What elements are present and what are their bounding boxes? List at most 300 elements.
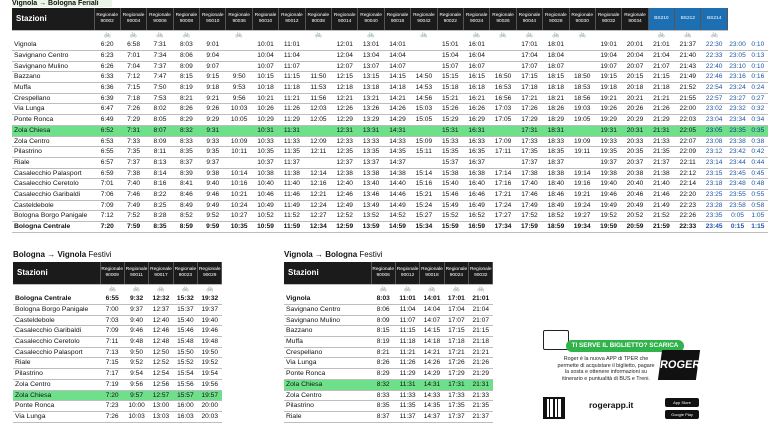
- train-column-header: [173, 262, 197, 284]
- station-name: Zola Centro: [284, 390, 371, 401]
- departure-time: 21:04: [469, 304, 493, 315]
- departure-time: 19:24: [569, 200, 595, 211]
- departure-time: 23:05: [701, 125, 727, 136]
- train-column-header: [384, 8, 410, 30]
- station-name: Casteldebole: [12, 200, 94, 211]
- departure-time: 16:00: [173, 401, 197, 412]
- departure-time: 10:21: [226, 190, 252, 201]
- departure-time: 14:01: [384, 40, 410, 50]
- departure-time: 22:30: [701, 40, 727, 50]
- departure-time: 0:15: [727, 222, 747, 233]
- train-type: Regionale: [597, 13, 620, 19]
- departure-time: 20:15: [622, 72, 648, 83]
- departure-time: 7:34: [147, 50, 173, 61]
- departure-time: 12:40: [149, 315, 173, 326]
- departure-time: 8:05: [147, 115, 173, 126]
- departure-time: 7:01: [120, 50, 146, 61]
- departure-time: 17:59: [516, 222, 542, 233]
- departure-time: 21:43: [675, 61, 701, 72]
- departure-time: 23:24: [727, 83, 747, 94]
- departure-time: 1:05: [748, 211, 768, 222]
- departure-time: 16:31: [463, 125, 489, 136]
- departure-time: 12:04: [332, 50, 358, 61]
- google-play-badge[interactable]: Google Play: [665, 410, 699, 419]
- train-column-header: [147, 8, 173, 30]
- departure-time: 14:50: [411, 72, 437, 83]
- train-column-header: [411, 8, 437, 30]
- departure-time: 17:33: [516, 136, 542, 147]
- departure-time: 11:29: [279, 115, 305, 126]
- departure-time: 9:38: [200, 168, 226, 179]
- departure-time: 12:54: [149, 369, 173, 380]
- train-column-header: [701, 8, 727, 30]
- departure-time: 11:50: [305, 72, 331, 83]
- departure-time: 10:09: [226, 136, 252, 147]
- train-column-header: [100, 262, 124, 284]
- departure-time: 11:46: [279, 190, 305, 201]
- departure-time: 14:49: [384, 200, 410, 211]
- departure-time: 18:04: [543, 50, 569, 61]
- station-name: Pilastrino: [12, 147, 94, 158]
- bike-icon: 🚲: [499, 31, 507, 38]
- departure-time: 9:26: [200, 104, 226, 115]
- departure-time: 21:49: [675, 72, 701, 83]
- departure-time: 14:40: [384, 179, 410, 190]
- app-store-badge[interactable]: App Store: [665, 398, 699, 407]
- departure-time: 15:54: [173, 369, 197, 380]
- table-row: [12, 61, 768, 72]
- bike-icon: 🚲: [684, 31, 692, 38]
- departure-time: [490, 40, 516, 50]
- departure-time: 7:40: [120, 179, 146, 190]
- departure-time: 14:35: [384, 147, 410, 158]
- train-type: Regionale: [101, 267, 123, 273]
- departure-time: 15:26: [437, 104, 463, 115]
- departure-time: 23:18: [701, 179, 727, 190]
- departure-time: 21:35: [469, 401, 493, 412]
- departure-time: 8:26: [371, 358, 395, 369]
- departure-time: 17:07: [516, 61, 542, 72]
- station-name: Bologna Centrale: [13, 294, 100, 304]
- departure-time: 15:18: [437, 83, 463, 94]
- departure-time: 15:11: [411, 147, 437, 158]
- station-name: Ponte Ronca: [12, 115, 94, 126]
- departure-time: 19:21: [569, 190, 595, 201]
- station-name: Riale: [13, 358, 100, 369]
- departure-time: 9:52: [124, 358, 148, 369]
- train-type: Regionale: [439, 13, 462, 19]
- table-row: [12, 50, 768, 61]
- table-row: [284, 379, 493, 390]
- train-column-header: [226, 8, 252, 30]
- departure-time: 7:37: [147, 61, 173, 72]
- departure-time: 8:49: [173, 200, 199, 211]
- departure-time: 8:28: [147, 211, 173, 222]
- train-type: Regionale: [201, 13, 224, 19]
- departure-time: 8:32: [173, 125, 199, 136]
- train-column-header: [648, 8, 674, 30]
- departure-time: 20:38: [622, 168, 648, 179]
- table-row: [13, 347, 222, 358]
- departure-time: 12:40: [332, 179, 358, 190]
- departure-time: 16:26: [463, 104, 489, 115]
- departure-time: 15:46: [437, 190, 463, 201]
- departure-time: 0:45: [748, 168, 768, 179]
- departure-time: 15:16: [411, 179, 437, 190]
- departure-time: 8:15: [173, 72, 199, 83]
- departure-time: 23:16: [727, 72, 747, 83]
- departure-time: 8:21: [371, 347, 395, 358]
- departure-time: 21:31: [469, 379, 493, 390]
- departure-time: 13:07: [358, 61, 384, 72]
- train-column-header: [395, 262, 419, 284]
- train-column-header: [543, 8, 569, 30]
- table-row: [13, 337, 222, 348]
- station-name: Bologna Borgo Panigale: [13, 304, 100, 315]
- departure-time: 23:00: [727, 40, 747, 50]
- train-type: Regionale: [386, 13, 409, 19]
- table-row: [12, 136, 768, 147]
- departure-time: 11:26: [279, 104, 305, 115]
- departure-time: [490, 61, 516, 72]
- departure-time: 9:37: [124, 304, 148, 315]
- bike-icon: [384, 30, 410, 40]
- departure-time: 23:25: [701, 190, 727, 201]
- departure-time: 12:52: [149, 358, 173, 369]
- departure-time: 20:21: [622, 93, 648, 104]
- departure-time: 14:35: [420, 401, 444, 412]
- departure-time: 19:03: [569, 104, 595, 115]
- departure-time: 19:59: [595, 222, 621, 233]
- train-column-header: [149, 262, 173, 284]
- promo-headline: TI SERVE IL BIGLIETTO? SCARICA: [566, 340, 684, 352]
- departure-time: 12:27: [305, 211, 331, 222]
- departure-time: 23:32: [727, 104, 747, 115]
- departure-time: 21:38: [648, 168, 674, 179]
- table-row: [12, 168, 768, 179]
- departure-time: 19:01: [595, 40, 621, 50]
- departure-time: 12:32: [149, 294, 173, 304]
- train-number: 90010: [258, 18, 273, 24]
- departure-time: 17:37: [444, 411, 468, 422]
- departure-time: 6:57: [94, 157, 120, 168]
- departure-time: 10:07: [252, 61, 278, 72]
- departure-time: 16:29: [463, 115, 489, 126]
- departure-time: 12:57: [149, 390, 173, 401]
- qr-code-icon[interactable]: [543, 397, 565, 419]
- train-number: 90024: [449, 272, 464, 278]
- departure-time: 12:56: [149, 379, 173, 390]
- departure-time: 21:33: [469, 390, 493, 401]
- departure-time: 15:38: [437, 168, 463, 179]
- departure-time: 12:49: [332, 200, 358, 211]
- train-column-header: [469, 262, 493, 284]
- departure-time: 19:07: [595, 61, 621, 72]
- departure-time: 7:18: [120, 93, 146, 104]
- departure-time: 17:21: [490, 190, 516, 201]
- departure-time: 7:11: [100, 337, 124, 348]
- departure-time: 9:57: [124, 390, 148, 401]
- departure-time: 16:01: [463, 40, 489, 50]
- train-number: 90018: [425, 272, 439, 278]
- departure-time: 12:24: [305, 200, 331, 211]
- departure-time: 18:18: [543, 83, 569, 94]
- train-column-header: [371, 262, 395, 284]
- departure-time: 15:14: [411, 168, 437, 179]
- table-row: [12, 157, 768, 168]
- departure-time: [305, 61, 331, 72]
- departure-time: 7:33: [120, 136, 146, 147]
- departure-time: 15:52: [173, 358, 197, 369]
- departure-time: 22:26: [675, 211, 701, 222]
- train-type: Regionale: [445, 267, 468, 273]
- departure-time: 19:52: [198, 358, 222, 369]
- departure-time: 15:09: [411, 136, 437, 147]
- departure-time: 11:56: [305, 93, 331, 104]
- departure-time: 19:54: [198, 369, 222, 380]
- departure-time: 16:18: [463, 83, 489, 94]
- departure-time: 23:48: [727, 179, 747, 190]
- bike-icon: 🚲: [452, 285, 461, 292]
- table-row: [284, 304, 493, 315]
- train-column-header: [490, 8, 516, 30]
- departure-time: 7:01: [94, 179, 120, 190]
- train-number: 90006: [376, 272, 390, 278]
- station-name: Muffa: [12, 83, 94, 94]
- train-type: Regionale: [469, 267, 492, 273]
- train-number: 90032: [474, 272, 488, 278]
- departure-time: 17:37: [516, 157, 542, 168]
- departure-time: 21:01: [469, 294, 493, 304]
- departure-time: 12:48: [149, 337, 173, 348]
- station-name: Riale: [284, 411, 371, 422]
- departure-time: 8:35: [371, 401, 395, 412]
- departure-time: 13:15: [358, 72, 384, 83]
- table-row: [284, 326, 493, 337]
- departure-time: 17:46: [516, 190, 542, 201]
- departure-time: [226, 40, 252, 50]
- departure-time: 18:31: [543, 125, 569, 136]
- train-number: BS212: [680, 15, 695, 21]
- departure-time: [305, 157, 331, 168]
- bike-icon: 🚲: [314, 31, 323, 38]
- train-column-header: [675, 8, 701, 30]
- train-type: Regionale: [333, 13, 356, 19]
- bike-icon: 🚲: [235, 31, 243, 38]
- departure-time: 0:16: [748, 72, 768, 83]
- station-name: Ponte Ronca: [284, 369, 371, 380]
- table-row: [12, 222, 768, 233]
- bike-icon: 🚲: [103, 31, 111, 38]
- train-number: 90034: [628, 18, 642, 24]
- departure-time: 15:52: [437, 211, 463, 222]
- station-name: Pilastrino: [284, 401, 371, 412]
- departure-time: 21:55: [675, 93, 701, 104]
- departure-time: 14:15: [420, 326, 444, 337]
- departure-time: 12:11: [305, 147, 331, 158]
- departure-time: 10:14: [226, 168, 252, 179]
- departure-time: 23:12: [701, 147, 727, 158]
- departure-time: 21:49: [648, 200, 674, 211]
- table-row: [284, 369, 493, 380]
- train-number: 90014: [338, 18, 352, 24]
- table-row: [13, 294, 222, 304]
- train-column-header: [124, 262, 148, 284]
- table-row: [13, 379, 222, 390]
- departure-time: 12:33: [332, 136, 358, 147]
- departure-time: 20:00: [198, 401, 222, 412]
- departure-time: 13:46: [358, 190, 384, 201]
- bike-row: [13, 284, 222, 294]
- departure-time: 19:52: [595, 211, 621, 222]
- departure-time: 11:29: [395, 369, 419, 380]
- train-type: Regionale: [175, 13, 198, 19]
- departure-time: 18:52: [543, 211, 569, 222]
- departure-time: 11:49: [279, 200, 305, 211]
- departure-time: 7:50: [147, 83, 173, 94]
- departure-time: 15:21: [437, 93, 463, 104]
- departure-time: 14:53: [411, 83, 437, 94]
- departure-time: 17:49: [516, 200, 542, 211]
- departure-time: 10:00: [124, 401, 148, 412]
- station-name: Via Lunga: [13, 411, 100, 422]
- station-name: Casalecchio Palasport: [12, 168, 94, 179]
- departure-time: 8:09: [147, 136, 173, 147]
- departure-time: 11:18: [395, 337, 419, 348]
- departure-time: 17:52: [516, 211, 542, 222]
- departure-time: 7:37: [120, 157, 146, 168]
- departure-time: 8:03: [173, 40, 199, 50]
- table-row: [13, 304, 222, 315]
- departure-time: 6:55: [94, 147, 120, 158]
- train-type: Regionale: [465, 13, 488, 19]
- departure-time: 9:32: [124, 294, 148, 304]
- station-name: Casalecchio Ceretolo: [13, 337, 100, 348]
- train-type: Regionale: [571, 13, 594, 19]
- table-row: [13, 390, 222, 401]
- station-name: Casalecchio Garibaldi: [13, 326, 100, 337]
- bike-icon: 🚲: [657, 31, 666, 38]
- departure-time: 12:16: [305, 179, 331, 190]
- train-column-header: [516, 8, 542, 30]
- departure-time: [226, 157, 252, 168]
- departure-time: 12:09: [305, 136, 331, 147]
- departure-time: 23:04: [701, 115, 727, 126]
- promo-url[interactable]: rogerapp.it: [589, 400, 634, 410]
- departure-time: 9:07: [200, 61, 226, 72]
- departure-time: 9:59: [200, 222, 226, 233]
- departure-time: 15:05: [411, 115, 437, 126]
- departure-time: 6:33: [94, 72, 120, 83]
- departure-time: 23:10: [727, 61, 747, 72]
- departure-time: 21:52: [648, 211, 674, 222]
- departure-time: 20:29: [622, 115, 648, 126]
- station-header: Stazioni: [12, 8, 94, 30]
- departure-time: 19:29: [595, 115, 621, 126]
- departure-time: 10:40: [252, 179, 278, 190]
- departure-time: 14:37: [384, 157, 410, 168]
- train-column-header: [279, 8, 305, 30]
- departure-time: 9:33: [200, 136, 226, 147]
- departure-time: [305, 50, 331, 61]
- departure-time: 23:28: [701, 200, 727, 211]
- departure-time: 23:35: [727, 125, 747, 136]
- departure-time: 19:46: [595, 190, 621, 201]
- station-name: Bologna Borgo Panigale: [12, 211, 94, 222]
- departure-time: 21:40: [648, 179, 674, 190]
- train-number: 90012: [400, 272, 415, 278]
- departure-time: 21:26: [648, 104, 674, 115]
- departure-time: 15:37: [437, 157, 463, 168]
- departure-time: 10:21: [252, 93, 278, 104]
- departure-time: 20:59: [622, 222, 648, 233]
- table-row: [13, 369, 222, 380]
- departure-time: 22:03: [675, 115, 701, 126]
- departure-time: 14:21: [420, 347, 444, 358]
- train-type: Regionale: [122, 13, 145, 19]
- departure-time: 17:26: [444, 358, 468, 369]
- departure-time: 13:52: [358, 211, 384, 222]
- departure-time: 8:02: [147, 104, 173, 115]
- station-name: Zola Centro: [12, 136, 94, 147]
- train-column-header: [305, 8, 331, 30]
- departure-time: 11:07: [279, 61, 305, 72]
- train-column-header: [120, 8, 146, 30]
- train-column-header: [173, 8, 199, 30]
- station-name: Savignano Mulino: [284, 315, 371, 326]
- departure-time: [569, 125, 595, 136]
- departure-time: 17:15: [516, 72, 542, 83]
- departure-time: 7:53: [147, 93, 173, 104]
- departure-time: 11:35: [279, 147, 305, 158]
- departure-time: 0:10: [748, 61, 768, 72]
- departure-time: 0:44: [748, 157, 768, 168]
- departure-time: 9:54: [124, 369, 148, 380]
- bike-icon: 🚲: [477, 285, 485, 292]
- train-number: BS210: [654, 15, 669, 21]
- departure-time: 7:20: [94, 222, 120, 233]
- bike-icon: [622, 30, 648, 40]
- departure-time: 8:33: [173, 136, 199, 147]
- departure-time: 7:20: [100, 390, 124, 401]
- train-number: 90004: [126, 18, 141, 24]
- train-type: Regionale: [624, 13, 646, 19]
- departure-time: 7:59: [120, 222, 146, 233]
- departure-time: 8:14: [147, 168, 173, 179]
- departure-time: 18:07: [543, 61, 569, 72]
- departure-time: 19:57: [198, 390, 222, 401]
- departure-time: 8:09: [371, 315, 395, 326]
- departure-time: 18:38: [543, 168, 569, 179]
- departure-time: 10:16: [226, 179, 252, 190]
- departure-time: 17:35: [444, 401, 468, 412]
- departure-time: 0:42: [748, 147, 768, 158]
- departure-time: 10:11: [226, 147, 252, 158]
- departure-time: 8:52: [173, 211, 199, 222]
- departure-time: 12:38: [332, 168, 358, 179]
- departure-time: 10:18: [252, 83, 278, 94]
- departure-time: 11:21: [279, 93, 305, 104]
- departure-time: 20:33: [622, 136, 648, 147]
- train-column-header: [198, 262, 222, 284]
- departure-time: 0:05: [727, 211, 747, 222]
- departure-time: 13:26: [358, 104, 384, 115]
- departure-time: 21:15: [469, 326, 493, 337]
- departure-time: 6:55: [100, 294, 124, 304]
- table-row: [284, 390, 493, 401]
- departure-time: 19:34: [569, 222, 595, 233]
- departure-time: 19:40: [198, 315, 222, 326]
